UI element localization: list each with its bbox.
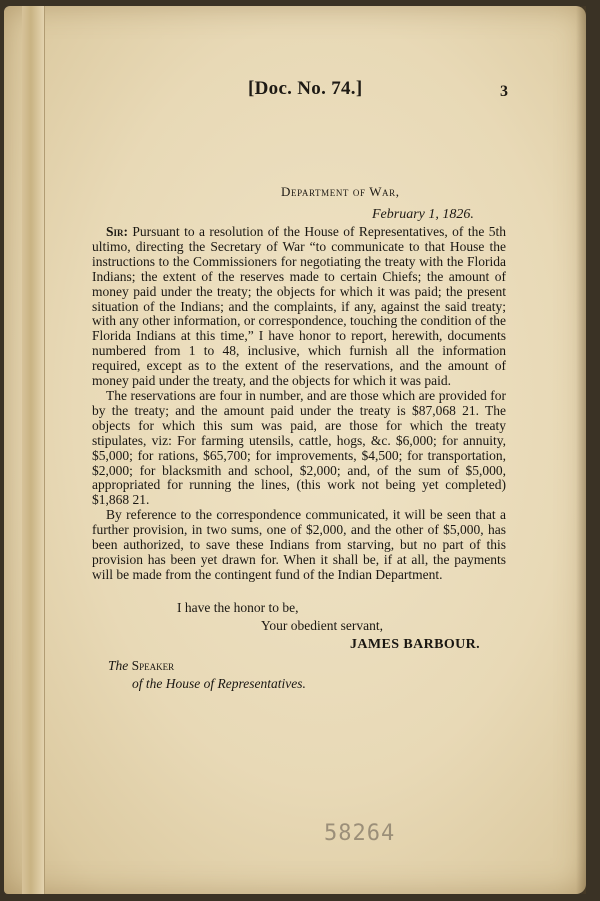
letter-paragraph: [92, 225, 506, 389]
document-page: [4, 6, 586, 894]
library-stamp: 58264: [324, 821, 396, 846]
signature: JAMES BARBOUR.: [350, 637, 481, 652]
addressee-title: Speaker: [128, 658, 175, 673]
addressee-prefix: The: [108, 658, 129, 673]
page-edge-shadow: [576, 6, 586, 894]
closing: I have the honor to be,: [177, 600, 299, 615]
addressee-line-2: of the House of Representatives.: [132, 676, 306, 691]
valediction: Your obedient servant,: [261, 618, 383, 633]
letter-paragraph: By reference to the correspondence communicated, it will be seen that a further provision, in two sums, one of $2,000, and the other of $5,000, has been authorized, to save these Indians from starving, but no part of this provision has been yet drawn for. When it shall be, if at all, the payments will be made from the contingent fund of the Indian Department.: [92, 507, 506, 582]
document-number: [Doc. No. 74.]: [248, 78, 363, 99]
addressee-line-1: [108, 658, 174, 674]
dateline-date: February 1, 1826.: [372, 207, 474, 222]
paragraph-text: Pursuant to a resolution of the House of Representatives, of the 5th ultimo, directing the Secretary of War “to communicate to that House the instructions to the Commissioners for negotiating the treaty with the Florida Indians; the extent of the reserves made to certain Chiefs; the amount of money paid under the treaty; the objects for which it was paid; the present situation of the Indians; and the complaints, if any, against the said treaty; with any other information, or correspondence, touching the condition of the Florida Indians at this time,” I have honor to report, herewith, documents numbered from 1 to 48, inclusive, which furnish all the information required, except as to the extent of the reservations, and the amount of money paid under the treaty, and the objects for which it was paid.: [92, 224, 506, 389]
binding-gutter: [22, 6, 45, 894]
salutation: Sir:: [106, 224, 129, 239]
letter-body: [92, 225, 506, 583]
dateline-department: Department of War,: [281, 184, 400, 199]
page-number: 3: [500, 83, 508, 100]
letter-paragraph: The reservations are four in number, and are those which are provided for by the treaty; and the amount paid under the treaty is $87,068 21. The objects for which this sum was paid, are those for which the treaty stipulates, viz: For farming utensils, cattle, hogs, &c. $6,000; for annuity, $5,000; for rations, $65,700; for improvements, $4,500; for transportation, $2,000; for blacksmith and school, $2,000; and, of the sum of $5,000, appropriated for running the lines, (this work not being yet completed) $1,868 21.: [92, 387, 506, 508]
